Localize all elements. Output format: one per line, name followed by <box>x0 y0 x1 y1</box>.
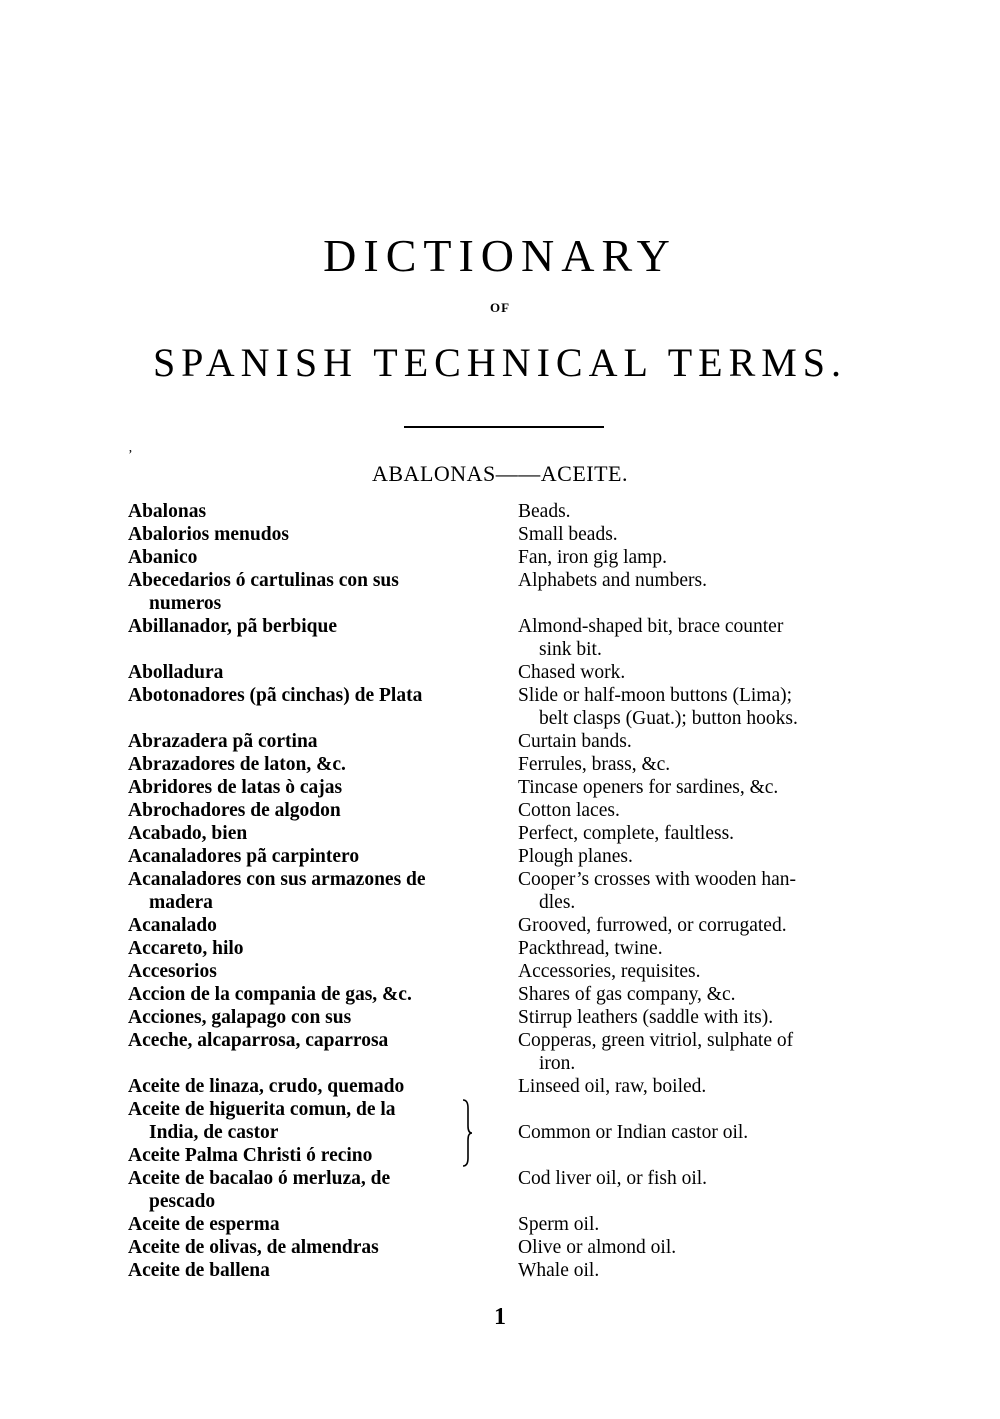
english-translation-line: Tincase openers for sardines, &c. <box>518 777 779 798</box>
spanish-term <box>128 960 488 983</box>
spanish-term <box>128 983 488 1006</box>
spanish-term-line: Abalorios menudos <box>128 524 289 545</box>
spanish-term <box>128 937 488 960</box>
english-translation <box>518 661 878 684</box>
english-translation <box>518 822 878 845</box>
spanish-term-line: Aceite de esperma <box>128 1214 280 1235</box>
english-translation <box>518 1259 878 1282</box>
spanish-term-line: Accion de la compania de gas, &c. <box>128 984 412 1005</box>
english-translation <box>518 868 878 914</box>
spanish-term-line: pescado <box>149 1191 216 1212</box>
spanish-term <box>128 546 488 569</box>
english-translation <box>518 799 878 822</box>
spanish-term <box>128 799 488 822</box>
english-translation <box>518 523 878 546</box>
english-translation <box>518 1098 878 1144</box>
english-translation-line: Cooper’s crosses with wooden han- <box>518 869 797 890</box>
english-translation <box>518 960 878 983</box>
spanish-term <box>128 615 488 638</box>
english-translation <box>518 1236 878 1259</box>
english-translation-line: Fan, iron gig lamp. <box>518 547 667 568</box>
spanish-term <box>128 822 488 845</box>
spanish-term-line: Abridores de latas ò cajas <box>128 777 343 798</box>
english-translation-line: Alphabets and numbers. <box>518 570 708 591</box>
spanish-term-line: Aceite de olivas, de almendras <box>128 1237 379 1258</box>
spanish-term <box>128 1236 488 1259</box>
spanish-term <box>128 1098 488 1167</box>
english-translation-line: Linseed oil, raw, boiled. <box>518 1076 707 1097</box>
english-translation-line: iron. <box>539 1053 576 1074</box>
spanish-term-line: Accesorios <box>128 961 217 982</box>
english-translation-line: Stirrup leathers (saddle with its). <box>518 1007 774 1028</box>
spanish-term-line: numeros <box>149 593 222 614</box>
english-translation <box>518 937 878 960</box>
spanish-term-line: Aceche, alcaparrosa, caparrosa <box>128 1030 389 1051</box>
spanish-term-line: Aceite de bacalao ó merluza, de <box>128 1168 391 1189</box>
english-translation-line: Small beads. <box>518 524 618 545</box>
spanish-term-line: madera <box>149 892 213 913</box>
english-translation-line: belt clasps (Guat.); button hooks. <box>539 708 798 729</box>
english-translation-line: Olive or almond oil. <box>518 1237 677 1258</box>
spanish-term-line: Acanalado <box>128 915 217 936</box>
english-translation-line: Copperas, green vitriol, sulphate of <box>518 1030 794 1051</box>
spanish-term <box>128 1029 488 1052</box>
english-translation <box>518 500 878 523</box>
english-translation <box>518 1167 878 1190</box>
spanish-term-line: Acanaladores con sus armazones de <box>128 869 426 890</box>
spanish-term <box>128 868 488 914</box>
english-translation-line: Common or Indian castor oil. <box>518 1122 749 1143</box>
english-translation-line <box>518 1098 878 1121</box>
english-translation-line: Packthread, twine. <box>518 938 663 959</box>
english-translation-line: Accessories, requisites. <box>518 961 701 982</box>
english-translation-line: Grooved, furrowed, or corrugated. <box>518 915 787 936</box>
spanish-term-line: India, de castor <box>149 1122 279 1143</box>
english-translation <box>518 569 878 592</box>
spanish-term <box>128 776 488 799</box>
spanish-term <box>128 730 488 753</box>
english-translation-line: Ferrules, brass, &c. <box>518 754 671 775</box>
spanish-term-line: Abillanador, pã berbique <box>128 616 337 637</box>
english-translation <box>518 730 878 753</box>
spanish-term <box>128 845 488 868</box>
english-translation <box>518 615 878 661</box>
english-translation-line: Sperm oil. <box>518 1214 600 1235</box>
title-connector: OF <box>489 300 511 315</box>
spanish-term-line: Abrazadores de laton, &c. <box>128 754 346 775</box>
spanish-term <box>128 661 488 684</box>
english-translation-line: Almond-shaped bit, brace counter <box>518 616 784 637</box>
spanish-term-line: Acabado, bien <box>128 823 248 844</box>
english-translation-line: Beads. <box>518 501 571 522</box>
spanish-term-line: Abrazadera pã cortina <box>128 731 318 752</box>
english-translation <box>518 845 878 868</box>
spanish-term-line: Abrochadores de algodon <box>128 800 341 821</box>
page-title: DICTIONARY <box>323 230 677 281</box>
english-translation-line: sink bit. <box>539 639 602 660</box>
spanish-term <box>128 1213 488 1236</box>
english-translation <box>518 776 878 799</box>
english-translation-line: Slide or half-moon buttons (Lima); <box>518 685 793 706</box>
english-translation-line: Curtain bands. <box>518 731 632 752</box>
english-translation-line: dles. <box>539 892 576 913</box>
spanish-term-line: Acciones, galapago con sus <box>128 1007 352 1028</box>
english-translation <box>518 914 878 937</box>
spanish-term <box>128 569 488 615</box>
english-translation-line: Cotton laces. <box>518 800 620 821</box>
spanish-term-line: Abalonas <box>128 501 207 522</box>
english-translation-line: Perfect, complete, faultless. <box>518 823 735 844</box>
running-head: ABALONAS——ACEITE. <box>372 461 628 486</box>
page-number: 1 <box>494 1304 506 1330</box>
spanish-term-line: Abanico <box>128 547 198 568</box>
english-translation-line: Cod liver oil, or fish oil. <box>518 1168 708 1189</box>
english-translation-line: Shares of gas company, &c. <box>518 984 736 1005</box>
spanish-term <box>128 523 488 546</box>
english-translation-line: Chased work. <box>518 662 626 683</box>
english-translation <box>518 684 878 730</box>
page-subtitle: SPANISH TECHNICAL TERMS. <box>152 340 848 385</box>
english-translation <box>518 1006 878 1029</box>
spanish-term-line: Acanaladores pã carpintero <box>128 846 360 867</box>
spanish-term <box>128 914 488 937</box>
english-translation-line: Plough planes. <box>518 846 633 867</box>
title-rule <box>404 426 604 428</box>
spanish-term <box>128 1075 488 1098</box>
printer-mark: ’ <box>128 448 133 463</box>
spanish-term <box>128 684 488 707</box>
english-translation <box>518 1075 878 1098</box>
spanish-term-line: Aceite de higuerita comun, de la <box>128 1099 396 1120</box>
spanish-term-line: Aceite de ballena <box>128 1260 270 1281</box>
english-translation <box>518 546 878 569</box>
english-translation <box>518 1213 878 1236</box>
spanish-term-line: Abecedarios ó cartulinas con sus <box>128 570 399 591</box>
spanish-term <box>128 1006 488 1029</box>
spanish-term-line: Aceite de linaza, crudo, quemado <box>128 1076 405 1097</box>
english-translation <box>518 753 878 776</box>
spanish-term <box>128 1167 488 1213</box>
spanish-term <box>128 753 488 776</box>
english-translation-line: Whale oil. <box>518 1260 600 1281</box>
spanish-term <box>128 1259 488 1282</box>
english-translation <box>518 983 878 1006</box>
spanish-term-line: Abolladura <box>128 662 224 683</box>
grouping-brace <box>461 1098 473 1168</box>
spanish-term <box>128 500 488 523</box>
spanish-term-line: Abotonadores (pã cinchas) de Plata <box>128 685 423 706</box>
spanish-term-line: Accareto, hilo <box>128 938 244 959</box>
english-translation <box>518 1029 878 1075</box>
spanish-term-line: Aceite Palma Christi ó recino <box>128 1145 373 1166</box>
